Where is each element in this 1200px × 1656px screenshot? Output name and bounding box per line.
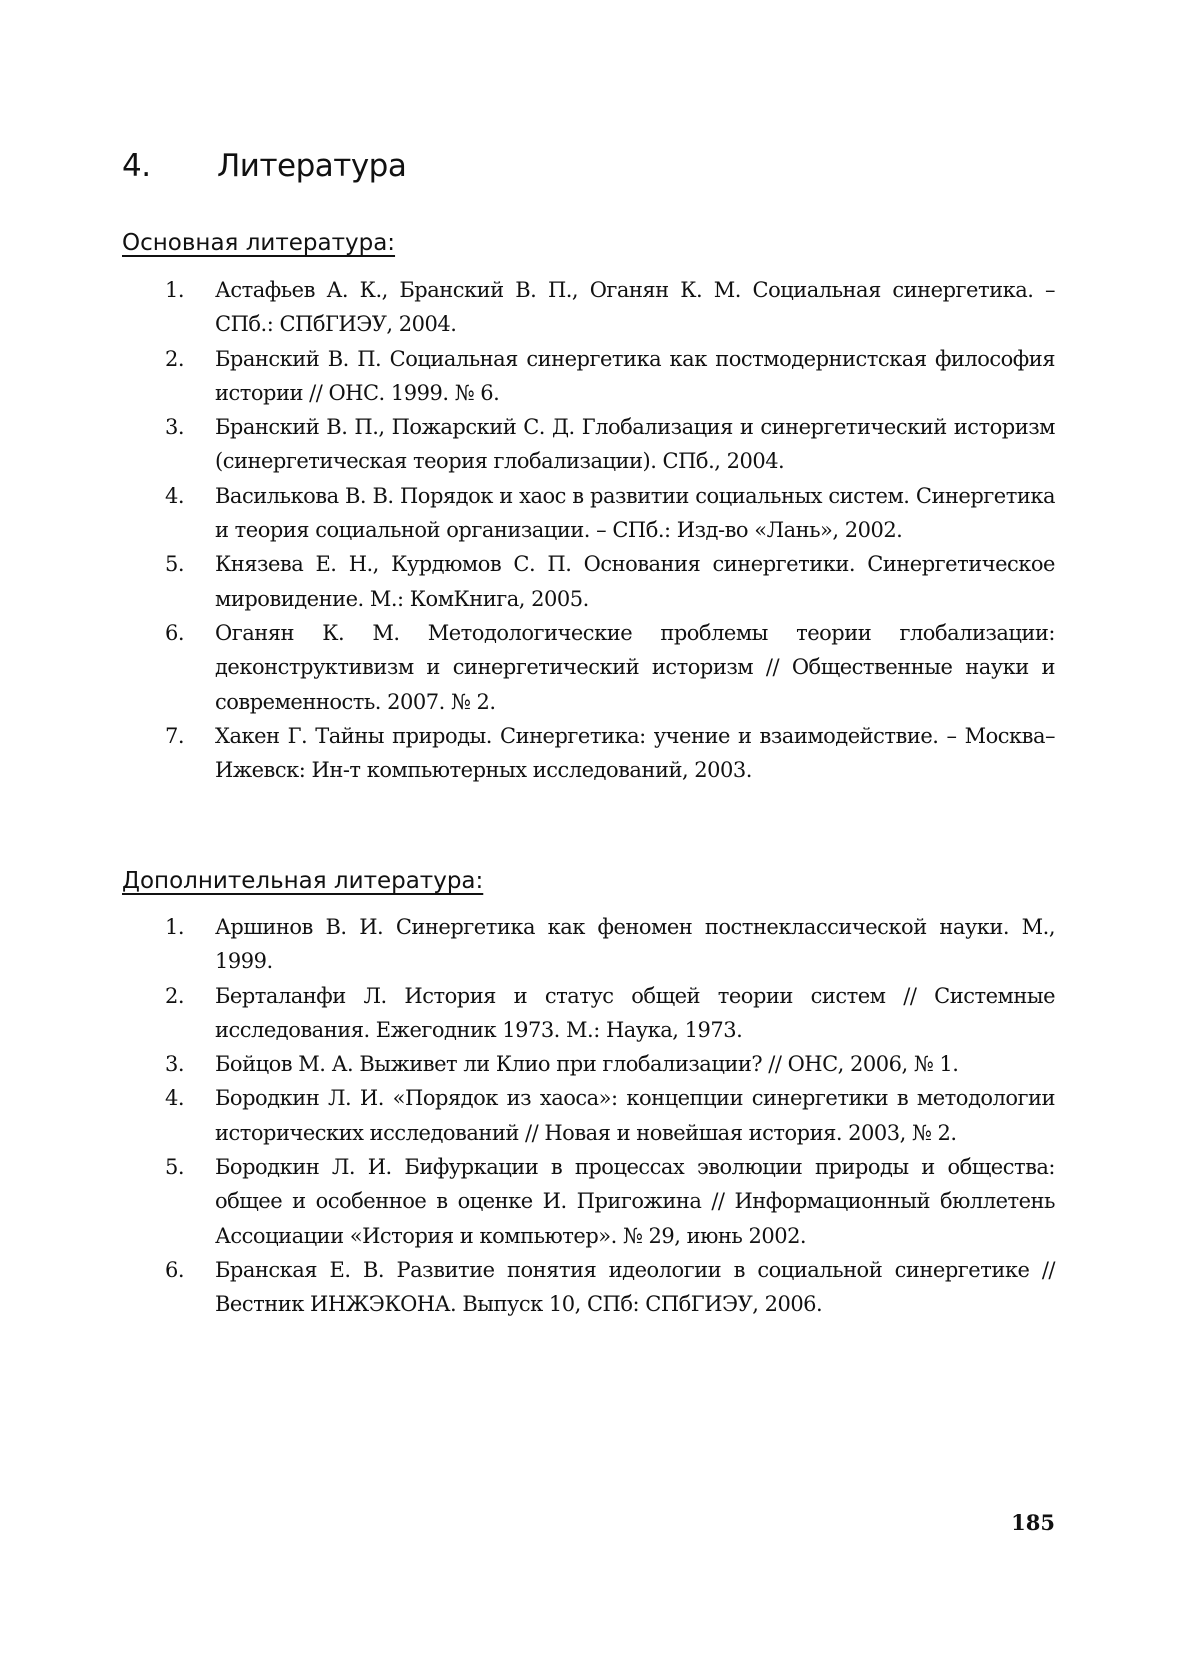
- reference-number: 5.: [165, 552, 185, 577]
- main-literature-list: [165, 273, 1055, 787]
- reference-text: Берталанфи Л. История и статус общей теории систем // Системные исследования. Ежегодник 1973. М.: Наука, 1973.: [215, 983, 1055, 1042]
- reference-text: Бородкин Л. И. «Порядок из хаоса»: концепции синергетики в методологии исторических исследований // Новая и новейшая история. 2003, № 2.: [215, 1086, 1055, 1145]
- reference-number: 3.: [165, 1052, 185, 1077]
- reference-text: Астафьев А. К., Бранский В. П., Оганян К. М. Социальная синергетика. – СПб.: СПбГИЭУ, 2004.: [215, 278, 1055, 337]
- additional-literature-list: [165, 910, 1055, 1322]
- reference-text: Хакен Г. Тайны природы. Синергетика: учение и взаимодействие. – Москва–Ижевск: Ин-т компьютерных исследований, 2003.: [215, 723, 1055, 783]
- reference-item: [165, 719, 1055, 788]
- reference-number: 2.: [165, 346, 185, 371]
- reference-item: [165, 1150, 1055, 1253]
- reference-number: 1.: [165, 915, 185, 939]
- reference-item: [165, 479, 1055, 548]
- reference-item: [165, 910, 1055, 979]
- additional-literature-heading: Дополнительная литература:: [122, 868, 484, 894]
- section-heading: [122, 138, 406, 194]
- reference-number: 1.: [165, 278, 185, 302]
- reference-number: 7.: [165, 723, 185, 748]
- reference-item: [165, 616, 1055, 719]
- main-literature-heading: Основная литература:: [122, 230, 396, 256]
- reference-number: 3.: [165, 415, 185, 440]
- section-number: 4.: [122, 148, 151, 184]
- reference-text: Бойцов М. А. Выживет ли Клио при глобализации? // ОНС, 2006, № 1.: [215, 1052, 959, 1077]
- section-title: Литература: [217, 148, 407, 184]
- page-number: 185: [1011, 1510, 1055, 1535]
- reference-number: 2.: [165, 983, 185, 1008]
- reference-text: Василькова В. В. Порядок и хаос в развитии социальных систем. Синергетика и теория социальной организации. – СПб.: Изд-во «Лань», 2002.: [215, 483, 1055, 543]
- reference-item: [165, 547, 1055, 616]
- reference-text: Аршинов В. И. Синергетика как феномен постнеклассической науки. М., 1999.: [215, 915, 1055, 974]
- reference-item: [165, 342, 1055, 411]
- reference-number: 4.: [165, 1086, 185, 1111]
- reference-item: [165, 410, 1055, 479]
- reference-item: [165, 273, 1055, 342]
- reference-item: [165, 979, 1055, 1048]
- reference-text: Бородкин Л. И. Бифуркации в процессах эволюции природы и общества: общее и особенное в оценке И. Пригожина // Информационный бюллетень Ассоциации «История и компьютер». № 29, июнь 2002.: [215, 1155, 1055, 1248]
- reference-number: 4.: [165, 483, 185, 508]
- reference-number: 6.: [165, 620, 185, 645]
- reference-item: [165, 1047, 1055, 1081]
- reference-number: 6.: [165, 1257, 185, 1282]
- reference-text: Бранский В. П. Социальная синергетика как постмодернистская философия истории // ОНС. 1999. № 6.: [215, 346, 1055, 405]
- reference-text: Бранская Е. В. Развитие понятия идеологии в социальной синергетике // Вестник ИНЖЭКОНА. Выпуск 10, СПб: СПбГИЭУ, 2006.: [215, 1257, 1055, 1317]
- reference-text: Бранский В. П., Пожарский С. Д. Глобализация и синергетический историзм (синергетическая теория глобализации). СПб., 2004.: [215, 415, 1055, 474]
- reference-item: [165, 1253, 1055, 1322]
- reference-item: [165, 1081, 1055, 1150]
- reference-text: Князева Е. Н., Курдюмов С. П. Основания синергетики. Синергетическое мировидение. М.: КомКнига, 2005.: [215, 552, 1055, 611]
- reference-text: Оганян К. М. Методологические проблемы теории глобализации: деконструктивизм и синергетический историзм // Общественные науки и современность. 2007. № 2.: [215, 620, 1055, 714]
- reference-number: 5.: [165, 1155, 185, 1180]
